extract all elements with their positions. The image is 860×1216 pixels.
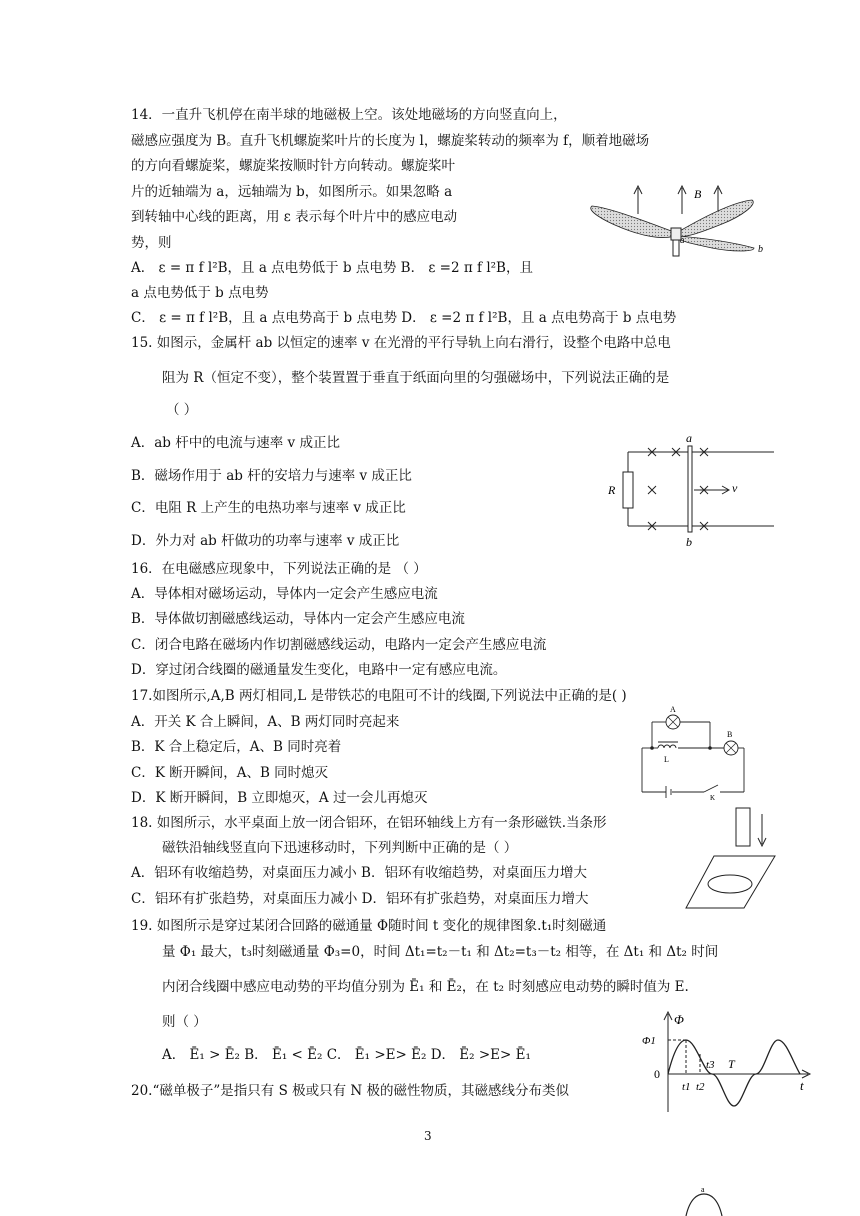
next-page-figure-fragment (680, 1186, 730, 1216)
t3-label: t3 (706, 1059, 715, 1071)
t1-label: t1 (682, 1081, 691, 1093)
q14-line-5: 到转轴中心线的距离，用 ε 表示每个叶片中的感应电动 (131, 209, 458, 225)
q18-options-a-b: A．铝环有收缩趋势，对桌面压力减小 B．铝环有收缩趋势，对桌面压力增大 (131, 865, 587, 881)
propeller-blade-lower-right (678, 236, 754, 251)
q16-line-1: 16．在电磁感应现象中，下列说法正确的是 （ ） (131, 561, 427, 577)
page-number: 3 (424, 1129, 432, 1143)
q20-line-1: 20.“磁单极子”是指只有 S 极或只有 N 极的磁性物质，其磁感线分布类似 (131, 1083, 569, 1099)
q14-option-b-cont: a 点电势低于 b 点电势 (131, 285, 269, 301)
q19-line-3: 内闭合线圈中感应电动势的平均值分别为 Ē₁ 和 Ē₂，在 t₂ 时刻感应电动势的瞬时值为 E. (162, 979, 689, 995)
period-label: T (728, 1057, 735, 1071)
q14-line-4: 片的近轴端为 a，远轴端为 b，如图所示。如果忽略 a (131, 184, 453, 200)
table-surface (686, 856, 775, 908)
origin-label: 0 (654, 1067, 660, 1081)
rod-end-a-label: a (686, 431, 692, 445)
q18-options-c-d: C．铝环有扩张趋势，对桌面压力减小 D．铝环有扩张趋势，对桌面压力增大 (131, 891, 589, 907)
q15-line-2: 阻为 R（恒定不变），整个装置置于垂直于纸面向里的匀强磁场中，下列说法正确的是 (162, 370, 670, 386)
flux-time-graph (640, 1010, 820, 1116)
field-label-b: B (694, 187, 702, 201)
q17-option-b: B．K 合上稳定后，A、B 同时亮着 (131, 739, 342, 755)
lamp-b-label: B (727, 730, 733, 739)
fragment-a-label: a (701, 1186, 705, 1194)
resistor-r (623, 472, 633, 508)
q17-option-c: C．K 断开瞬间，A、B 同时熄灭 (131, 765, 329, 781)
q16-option-c: C．闭合电路在磁场内作切割磁感线运动，电路内一定会产生感应电流 (131, 637, 547, 653)
lamp-a-label: A (670, 705, 676, 714)
q14-line-3: 的方向看螺旋桨，螺旋桨按顺时针方向转动。螺旋桨叶 (131, 158, 455, 174)
rail-circuit-figure (604, 430, 780, 550)
propeller-shaft (673, 240, 679, 256)
propeller-blade-left (591, 206, 674, 238)
q17-option-a: A．开关 K 合上瞬间，A、B 两灯同时亮起来 (131, 714, 400, 730)
magnet-ring-figure (684, 804, 776, 910)
point-b-label: b (758, 244, 763, 255)
q18-line-1: 18. 如图所示，水平桌面上放一闭合铝环，在铝环轴线上方有一条形磁铁.当条形 (131, 815, 607, 831)
q16-option-b: B．导体做切割磁感线运动，导体内一定会产生感应电流 (131, 611, 465, 627)
t2-label: t2 (696, 1081, 705, 1093)
magnetic-field-crosses (648, 448, 708, 530)
phi1-label: Φ1 (642, 1035, 656, 1047)
q14-option-c-d: C． ε = π f l²B，且 a 点电势高于 b 点电势 D． ε =2 π f l²B，且 a 点电势高于 b 点电势 (131, 310, 677, 326)
q17-line-1: 17.如图所示,A,B 两灯相同,L 是带铁芯的电阻可不计的线圈,下列说法中正确的是( ) (131, 688, 627, 704)
coil-label: L (664, 755, 669, 764)
point-a-label: a (680, 235, 685, 245)
flux-curve (668, 1040, 800, 1106)
resistor-label: R (608, 483, 616, 497)
q14-option-a-b: A． ε = π f l²B，且 a 点电势低于 b 点电势 B． ε =2 π f l²B，且 (131, 260, 533, 276)
q15-option-c: C．电阻 R 上产生的电热功率与速率 v 成正比 (131, 500, 406, 516)
q19-line-2: 量 Φ₁ 最大，t₃时刻磁通量 Φ₃=0，时间 Δt₁=t₂－t₁ 和 Δt₂=t₃－t₂ 相等，在 Δt₁ 和 Δt₂ 时间 (162, 944, 719, 960)
q16-option-d: D．穿过闭合线圈的磁通量发生变化，电路中一定有感应电流。 (131, 662, 507, 678)
lamp-coil-circuit-figure (634, 704, 750, 800)
q19-line-4: 则（ ） (162, 1014, 207, 1030)
q15-option-a: A．ab 杆中的电流与速率 v 成正比 (131, 435, 340, 451)
q15-option-b: B．磁场作用于 ab 杆的安培力与速率 v 成正比 (131, 468, 412, 484)
q14-line-6: 势，则 (131, 235, 172, 251)
q19-options: A． Ē₁ > Ē₂ B． Ē₁ < Ē₂ C． Ē₁ >E> Ē₂ D． Ē₂ >E> Ē₁ (162, 1047, 531, 1063)
bar-magnet (736, 808, 750, 846)
q16-option-a: A．导体相对磁场运动，导体内一定会产生感应电流 (131, 586, 438, 602)
q14-line-2: 磁感应强度为 B。直升飞机螺旋桨叶片的长度为 l，螺旋桨转动的频率为 f，顺着地磁场 (131, 133, 650, 149)
switch-label: K (710, 794, 716, 800)
q18-line-2: 磁铁沿轴线竖直向下迅速移动时，下列判断中正确的是（ ） (162, 840, 518, 856)
flux-axis-label: Φ (674, 1012, 684, 1027)
rod-end-b-label: b (686, 535, 692, 549)
velocity-label: v (732, 481, 738, 495)
q17-option-d: D．K 断开瞬间，B 立即熄灭，A 过一会儿再熄灭 (131, 790, 428, 806)
propeller-blade-upper-right (678, 200, 753, 236)
coil-l (658, 745, 676, 748)
q15-option-d: D．外力对 ab 杆做功的功率与速率 v 成正比 (131, 533, 400, 549)
time-axis-label: t (800, 1078, 804, 1093)
q15-line-1: 15. 如图示，金属杆 ab 以恒定的速率 v 在光滑的平行导轨上向右滑行，设整个电路中总电 (131, 335, 671, 351)
q15-line-3: （ ） (166, 402, 198, 418)
q19-line-1: 19. 如图所示是穿过某闭合回路的磁通量 Φ随时间 t 变化的规律图象.t₁时刻磁通 (131, 918, 607, 934)
propeller-figure (582, 180, 774, 260)
q14-line-1: 14．一直升飞机停在南半球的地磁极上空。该处地磁场的方向竖直向上， (131, 107, 567, 123)
rod-ab (688, 446, 692, 532)
